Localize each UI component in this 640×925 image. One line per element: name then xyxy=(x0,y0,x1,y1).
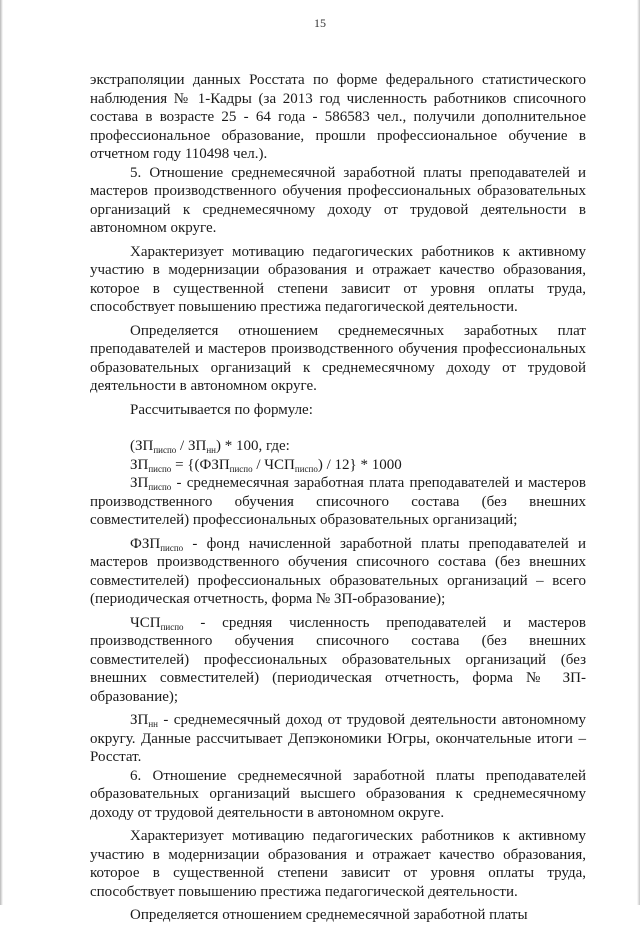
document-body xyxy=(90,71,586,925)
definition-zp-nn: $ЗП_{нн}$ - среднемесячный доход от трудовой деятельности автономному округу. Данные рассчитывает Депэкономики Югры, окончательные итоги – Росстат. xyxy=(90,712,586,765)
paragraph-definition: Определяется отношением среднемесячных заработных плат преподавателей и мастеров производственного обучения профессиональных образовательных организаций к среднемесячному доходу от трудовой деятельности в автономном округе. xyxy=(90,322,586,394)
paragraph-definition-2: Определяется отношением среднемесячной заработной платы xyxy=(130,907,528,923)
paragraph-formula-intro: Рассчитывается по формуле: xyxy=(130,401,313,418)
formula-salary: $ЗП_{писпо} = \{(ФЗП_{писпо} / ЧСП_{писпо}) / 12\} * 1000$ xyxy=(130,456,402,474)
section-6-heading: 6. Отношение среднемесячной заработной платы преподавателей образовательных организаций высшего образования к среднемесячному доходу от трудовой деятельности в автономном округе. xyxy=(90,767,586,821)
paragraph-characterization: Характеризует мотивацию педагогических работников к активному участию в модернизации образования и отражает качество образования, которое в существенной степени зависит от уровня оплаты труда, способствует повышению престижа педагогической деятельности. xyxy=(90,243,586,315)
paragraph-continuation: экстраполяции данных Росстата по форме федерального статистического наблюдения № 1-Кадры (за 2013 год численность работников списочного состава в возрасте 25 - 64 года - 586583 чел., получили дополнительное профессиональное образование, прошли профессиональное обучение в отчетном году 110498 чел.). xyxy=(90,72,586,162)
section-5-heading: 5. Отношение среднемесячной заработной платы преподавателей и мастеров производственного обучения профессиональных образовательных организаций к среднемесячному доходу от трудовой деятельности в автономном округе. xyxy=(90,164,586,236)
paragraph-characterization-2: Характеризует мотивацию педагогических работников к активному участию в модернизации образования и отражает качество образования, которое в существенной степени зависит от уровня оплаты труда, способствует повышению престижа педагогической деятельности. xyxy=(90,828,586,900)
formula-ratio: $(ЗП_{писпо} / ЗП_{нн}) * 100$, где: xyxy=(130,438,290,455)
scan-edge-left xyxy=(0,0,3,905)
definition-zp-pispo: $ЗП_{писпо}$ - среднемесячная заработная плата преподавателей и мастеров производственного обучения списочного состава (без внешних совместителей) профессиональных образовательных организаций; xyxy=(90,475,586,528)
page-number: 15 xyxy=(314,16,326,30)
definition-fzp-pispo: $ФЗП_{писпо}$ - фонд начисленной заработной платы преподавателей и мастеров производственного обучения списочного состава (без внешних совместителей) профессиональных образовательных организаций – всего (периодическая отчетность, форма № ЗП-образование); xyxy=(90,535,586,607)
definition-chsp-pispo: $ЧСП_{писпо}$ - средняя численность преподавателей и мастеров производственного обучения списочного состава (без внешних совместителей) профессиональных образовательных организаций (без внешних совместителей) (периодическая отчетность, форма № ЗП-образование); xyxy=(90,614,586,705)
